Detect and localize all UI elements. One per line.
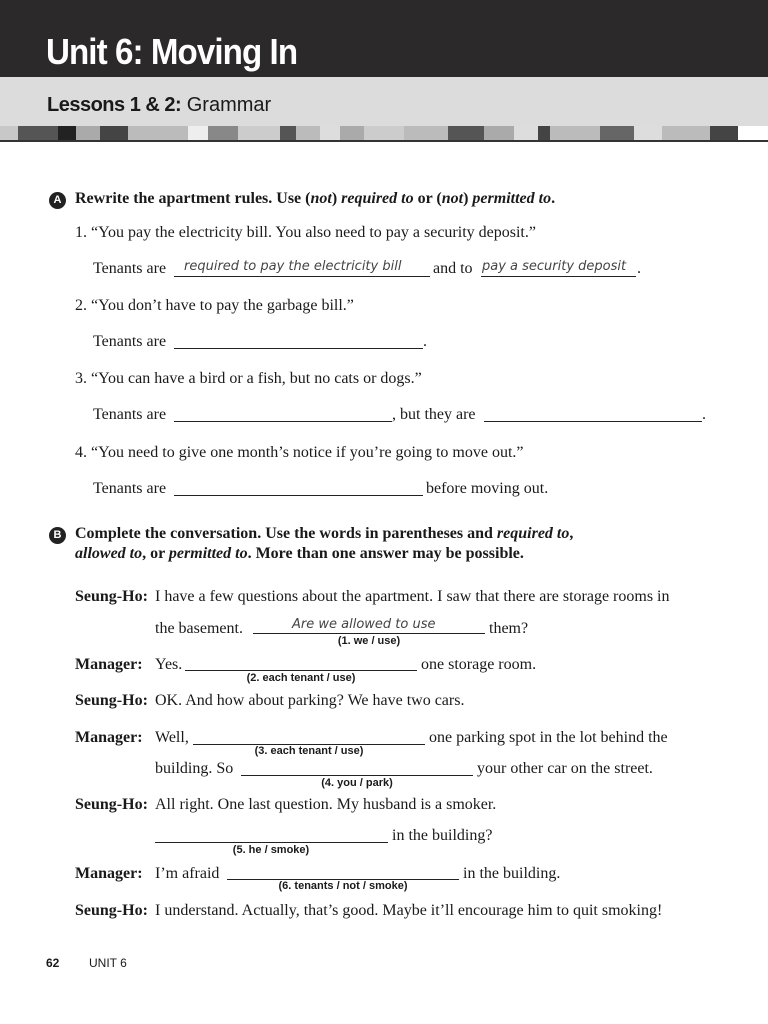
section-b-badge: B xyxy=(49,527,66,544)
dialog-line-9a: I’m afraid xyxy=(155,865,220,882)
dialog-line-7: All right. One last question. My husband is a smoker. xyxy=(155,796,497,813)
dialog-line-8: in the building? xyxy=(392,827,493,844)
item-4-quote: 4. “You need to give one month’s notice if you’re going to move out.” xyxy=(75,444,524,461)
item-2-blank[interactable] xyxy=(174,348,423,349)
answer-1: Are we allowed to use xyxy=(292,617,436,632)
blank-2[interactable] xyxy=(185,670,417,671)
speaker-seungho: Seung-Ho: xyxy=(75,902,148,919)
item-2-quote: 2. “You don’t have to pay the garbage bill.” xyxy=(75,297,354,314)
item-1-tenants-are: Tenants are xyxy=(93,260,167,277)
dialog-line-6a: building. So xyxy=(155,760,234,777)
item-3-quote: 3. “You can have a bird or a fish, but no cats or dogs.” xyxy=(75,370,422,387)
item-3-but-they-are: , but they are xyxy=(392,406,476,423)
speaker-seungho: Seung-Ho: xyxy=(75,692,148,709)
item-1-quote: 1. “You pay the electricity bill. You also need to pay a security deposit.” xyxy=(75,224,536,241)
section-b-instruction-line2: allowed to, or permitted to. More than one answer may be possible. xyxy=(75,545,524,562)
unit-title: Unit 6: Moving In xyxy=(46,31,298,72)
section-a-badge: A xyxy=(49,192,66,209)
dialog-line-1: I have a few questions about the apartment. I saw that there are storage rooms in xyxy=(155,588,670,605)
dialog-line-2a: the basement. xyxy=(155,620,243,637)
item-3-period: . xyxy=(702,406,706,423)
item-3-blank-a[interactable] xyxy=(174,421,392,422)
item-2-tenants-are: Tenants are xyxy=(93,333,167,350)
blank-5[interactable] xyxy=(155,842,388,843)
dialog-line-10: I understand. Actually, that’s good. Maybe it’ll encourage him to quit smoking! xyxy=(155,902,663,919)
dialog-line-5a: Well, xyxy=(155,729,189,746)
dialog-line-6b: your other car on the street. xyxy=(477,760,653,777)
item-1-blank-b[interactable] xyxy=(481,276,636,277)
header-rule xyxy=(0,140,768,142)
item-1-and-to: and to xyxy=(433,260,473,277)
hint-6: (6. tenants / not / smoke) xyxy=(278,880,408,892)
item-2-period: . xyxy=(423,333,427,350)
dialog-line-9b: in the building. xyxy=(463,865,561,882)
dialog-line-3b: one storage room. xyxy=(421,656,537,673)
blank-4[interactable] xyxy=(241,775,473,776)
item-4-blank[interactable] xyxy=(174,495,423,496)
item-3-blank-b[interactable] xyxy=(484,421,702,422)
item-3-tenants-are: Tenants are xyxy=(93,406,167,423)
dialog-line-5b: one parking spot in the lot behind the xyxy=(429,729,668,746)
dialog-line-4: OK. And how about parking? We have two cars. xyxy=(155,692,465,709)
speaker-manager: Manager: xyxy=(75,865,143,882)
item-1-blank-a[interactable] xyxy=(174,276,430,277)
speaker-seungho: Seung-Ho: xyxy=(75,588,148,605)
speaker-manager: Manager: xyxy=(75,656,143,673)
lessons-heading: Lessons 1 & 2: Grammar xyxy=(47,94,272,116)
hint-1: (1. we / use) xyxy=(337,635,401,647)
footer-unit-label: UNIT 6 xyxy=(89,956,127,970)
speaker-manager: Manager: xyxy=(75,729,143,746)
item-1-answer-a: required to pay the electricity bill xyxy=(184,259,402,274)
item-1-answer-b: pay a security deposit xyxy=(482,259,627,274)
hint-2: (2. each tenant / use) xyxy=(246,672,356,684)
item-1-period: . xyxy=(637,260,641,277)
item-4-tenants-are: Tenants are xyxy=(93,480,167,497)
hint-5: (5. he / smoke) xyxy=(232,844,310,856)
dialog-line-2b: them? xyxy=(489,620,529,637)
section-a-instruction: Rewrite the apartment rules. Use (not) required to or (not) permitted to. xyxy=(75,190,556,207)
speaker-seungho: Seung-Ho: xyxy=(75,796,148,813)
page-number: 62 xyxy=(46,956,60,970)
item-4-before-moving-out: before moving out. xyxy=(426,480,549,497)
decorative-stripe xyxy=(0,126,768,140)
dialog-line-3a: Yes. xyxy=(155,656,183,673)
hint-3: (3. each tenant / use) xyxy=(254,745,364,757)
hint-4: (4. you / park) xyxy=(321,777,393,789)
section-b-instruction-line1: Complete the conversation. Use the words in parentheses and required to, xyxy=(75,525,574,542)
blank-1[interactable] xyxy=(253,633,485,634)
